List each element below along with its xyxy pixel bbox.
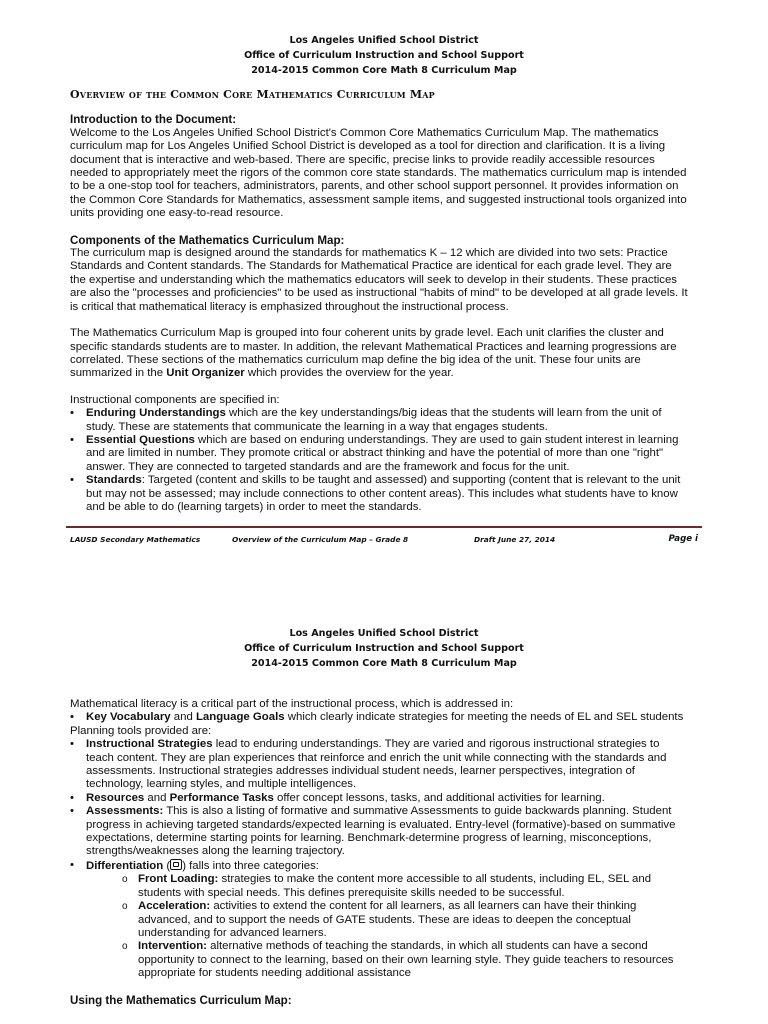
components-intro: Instructional components are specified in: — [70, 393, 280, 406]
footer-page-number: Page i — [668, 534, 698, 544]
document-page-2 — [0, 570, 768, 1024]
footer-date: Draft June 27, 2014 — [474, 535, 556, 544]
list-item: • Essential Questions which are based on enduring understandings. They are used to gain student interest in learning and are limited in number. They promote critical or abstract thinking and have the potential of more than one "right" answer. They are connected to targeted standards and are the framework and focus for the unit. — [70, 434, 688, 474]
office-name: Office of Curriculum Instruction and School Support — [244, 50, 524, 61]
page-2-body — [70, 698, 688, 1007]
list-item: • Key Vocabulary and Language Goals which clearly indicate strategies for meeting the needs of EL and SEL students — [70, 711, 688, 724]
curriculum-title: 2014-2015 Common Core Math 8 Curriculum Map — [251, 658, 517, 669]
list-item: • Instructional Strategies lead to enduring understandings. They are varied and rigorous instructional strategies to teach content. They are plan experiences that reinforce and enrich the unit while connecting with the standards and assessments. Instructional strategies addresses individual student needs, learner perspectives, integration of technology, learning styles, and multiple intelligences. — [70, 738, 688, 792]
literacy-list — [70, 711, 688, 724]
units-paragraph: The Mathematics Curriculum Map is grouped into four coherent units by grade level. Each unit clarifies the cluster and specific standards students are to master. In addition, the relevant Mathematical Practices and learning progressions are correlated. These sections of the mathematics curriculum map define the big idea of the unit. These four units are summarized in the Unit Organizer which provides the overview for the year. — [70, 327, 677, 380]
differentiation-icon — [170, 859, 182, 870]
intro-paragraph: Welcome to the Los Angeles Unified School District's Common Core Mathematics Curriculum Map. The mathematics curriculum map for Los Angeles Unified School District is developed as a tool for direction and clarification. It is a living document that is interactive and web-based. There are specific, precise links to provide readily accessible resources needed to appropriately meet the rigors of the common core state standards. The mathematics curriculum map is intended to be a one-stop tool for teachers, administrators, parents, and other school support personnel. It provides information on the Common Core Standards for Mathematics, assessment sample items, and suggested instructional tools organized into units providing one easy-to-read resource. — [70, 126, 687, 220]
list-item: • Enduring Understandings which are the key understandings/big ideas that the students will learn from the unit of study. These are statements that communicate the learning in a way that engages students. — [70, 407, 688, 434]
page-header — [0, 626, 768, 671]
footer-divider — [66, 526, 702, 528]
planning-tools-list — [70, 738, 688, 980]
intro-heading: Introduction to the Document: — [70, 113, 237, 127]
list-item: • Standards: Targeted (content and skills to be taught and assessed) and supporting (content that is relevant to the unit but may not be assessed; may include connections to other content areas). This includes what students have to know and be able to do (learning targets) in order to meet the standards. — [70, 474, 688, 514]
page-1-body — [70, 88, 688, 514]
unit-organizer-link: Unit Organizer — [166, 367, 245, 380]
list-item: o Front Loading: strategies to make the content more accessible to all students, including EL, SEL and students with special needs. This defines prerequisite skills needed to be successful. — [122, 873, 688, 900]
list-item: • Differentiation ( ) falls into three categories: o Front Loading: strategies to make the content more accessible to all students, including EL, SEL and students with special needs. This defines prerequisite skills needed to be successful. o Acceleration: activities to extend the content for all learners, as all learners can have their thinking advanced, and to support the needs of GATE students. These are ideas to deepen the conceptual understanding for advanced learners. o Intervention: alternative methods of teaching the standards, in which all students can have a second opportunity to connect to the learning, based on their own learning style. They guide teachers to resources appropriate for students needing additional assistance — [70, 859, 688, 981]
components-paragraph: The curriculum map is designed around the standards for mathematics K – 12 which are divided into two sets: Practice Standards and Content standards. The Standards for Mathematical Practice are identical for each grade level. They are the expertise and understanding which the mathematics educators will seek to develop in their students. These practices are also the "processes and proficiencies" to be used as instructional "habits of mind" to be developed at all grade levels. It is critical that mathematical literacy is emphasized throughout the instructional process. — [70, 247, 688, 313]
instructional-components-list — [70, 407, 688, 514]
office-name: Office of Curriculum Instruction and School Support — [244, 643, 524, 654]
list-item: • Assessments: This is also a listing of formative and summative Assessments to guide backwards planning. Student progress in achieving targeted standards/expected learning is evaluated. Entry-level (formative)-based on summative expectations, determine starting points for learning. Benchmark-determine progress of learning, misconceptions, strengths/weaknesses along the learning trajectory. — [70, 805, 688, 859]
list-item: • Resources and Performance Tasks offer concept lessons, tasks, and additional activities for learning. — [70, 792, 688, 805]
district-name: Los Angeles Unified School District — [289, 35, 479, 46]
district-name: Los Angeles Unified School District — [289, 628, 479, 639]
footer-department: LAUSD Secondary Mathematics — [70, 535, 201, 544]
list-item: o Acceleration: activities to extend the content for all learners, as all learners can have their thinking advanced, and to support the needs of GATE students. These are ideas to deepen the conceptual understanding for advanced learners. — [122, 900, 688, 940]
curriculum-title: 2014-2015 Common Core Math 8 Curriculum Map — [251, 65, 517, 76]
list-item: o Intervention: alternative methods of teaching the standards, in which all students can have a second opportunity to connect to the learning, based on their own learning style. They guide teachers to resources appropriate for students needing additional assistance — [122, 940, 688, 980]
page-header — [0, 33, 768, 78]
differentiation-categories-list — [86, 873, 688, 980]
footer-document-title: Overview of the Curriculum Map – Grade 8 — [232, 535, 409, 544]
using-map-heading: Using the Mathematics Curriculum Map: — [70, 993, 292, 1007]
literacy-paragraph: Mathematical literacy is a critical part of the instructional process, which is addressed in: — [70, 698, 514, 710]
planning-paragraph: Planning tools provided are: — [70, 724, 212, 737]
overview-title: Overview of the Common Core Mathematics Curriculum Map — [70, 88, 435, 101]
components-heading: Components of the Mathematics Curriculum Map: — [70, 233, 345, 247]
